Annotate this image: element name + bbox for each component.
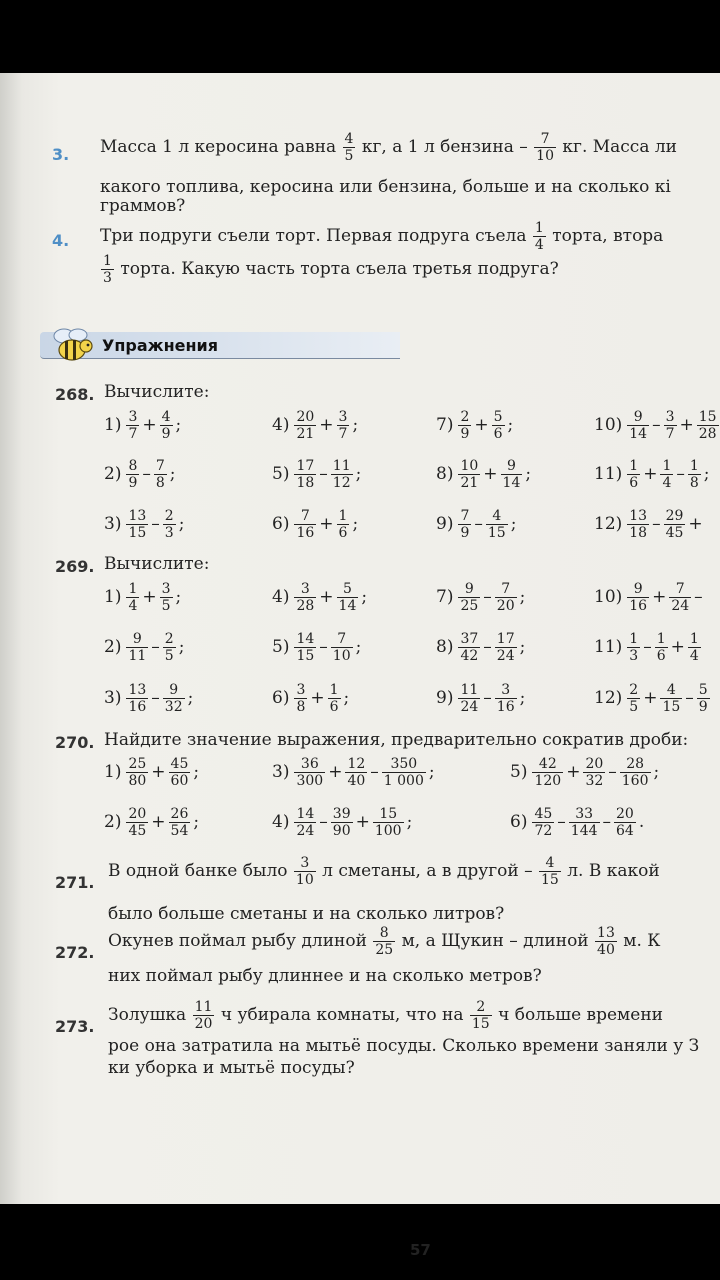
item-label: 7): [436, 415, 454, 435]
operator: –: [151, 514, 160, 534]
operator: ;: [175, 587, 182, 607]
operator: +: [319, 514, 334, 534]
operator: –: [643, 637, 652, 657]
fraction: $\frac{13}{40}$: [597, 925, 615, 958]
bee-icon: [48, 326, 100, 366]
operator: ;: [175, 415, 182, 435]
exercise-item: [272, 682, 351, 715]
exercise-item: [436, 409, 515, 442]
fraction: $\frac{29}{45}$: [665, 508, 684, 541]
exercise-item: [594, 508, 705, 541]
item-label: 12): [594, 688, 623, 708]
fraction: $\frac{20}{32}$: [585, 756, 604, 789]
fraction: $\frac{1}{4}$: [689, 631, 699, 664]
fraction: $\frac{33}{144}$: [570, 806, 598, 839]
item-label: 5): [272, 464, 290, 484]
question-number: 3.: [52, 145, 70, 164]
exercise-271-line-2: было больше сметаны и на сколько литров?: [108, 904, 505, 924]
fraction: $\frac{20}{45}$: [128, 806, 147, 839]
fraction: $\frac{9}{14}$: [502, 458, 521, 491]
operator: –: [676, 464, 685, 484]
item-label: 8): [436, 464, 454, 484]
fraction: $\frac{1}{4}$: [534, 220, 544, 253]
exercise-item: [272, 581, 369, 614]
fraction: $\frac{3}{5}$: [161, 581, 171, 614]
item-label: 4): [272, 587, 290, 607]
fraction: $\frac{45}{72}$: [534, 806, 553, 839]
fraction: $\frac{11}{12}$: [332, 458, 351, 491]
operator: –: [319, 464, 328, 484]
fraction: $\frac{2}{5}$: [629, 682, 639, 715]
item-label: 10): [594, 415, 623, 435]
operator: ;: [428, 762, 435, 782]
fraction: $\frac{20}{21}$: [296, 409, 315, 442]
fraction: $\frac{4}{15}$: [541, 855, 559, 888]
exercise-item: [510, 806, 646, 839]
operator: +: [319, 415, 334, 435]
operator: –: [483, 587, 492, 607]
operator: ;: [406, 812, 413, 832]
exercise-item: [104, 806, 201, 839]
question-3-line-2: какого топлива, керосина или бензина, больше и на сколько кі: [100, 177, 671, 197]
fraction: $\frac{20}{64}$: [616, 806, 634, 839]
operator: +: [566, 762, 581, 782]
exercise-item: [594, 458, 712, 491]
operator: +: [328, 762, 343, 782]
operator: ;: [510, 514, 517, 534]
operator: +: [643, 464, 658, 484]
exercise-item: [272, 756, 437, 789]
fraction: $\frac{1}{6}$: [338, 508, 348, 541]
item-label: 7): [436, 587, 454, 607]
item-label: 6): [510, 812, 528, 832]
exercise-273-line-2: рое она затратила на мытьё посуды. Сколько времени заняли у З: [108, 1036, 700, 1056]
exercise-number: 271.: [55, 873, 95, 892]
operator: ;: [653, 762, 660, 782]
operator: +: [652, 587, 667, 607]
operator: .: [638, 812, 645, 832]
operator: ;: [352, 514, 359, 534]
section-header: [30, 326, 415, 362]
operator: ;: [519, 688, 526, 708]
operator: +: [643, 688, 658, 708]
fraction: $\frac{45}{60}$: [170, 756, 189, 789]
textbook-page: [0, 73, 720, 1259]
item-label: 1): [104, 587, 122, 607]
exercise-item: [104, 458, 178, 491]
item-label: 11): [594, 464, 623, 484]
fraction: $\frac{17}{18}$: [296, 458, 315, 491]
section-title: Упражнения: [102, 336, 219, 355]
exercise-title: Вычислите:: [104, 554, 210, 574]
fraction: $\frac{36}{300}$: [296, 756, 324, 789]
fraction: $\frac{3}{7}$: [128, 409, 138, 442]
fraction: $\frac{28}{160}$: [621, 756, 649, 789]
operator: +: [151, 762, 166, 782]
operator: –: [151, 688, 160, 708]
item-label: 5): [510, 762, 528, 782]
operator: –: [652, 514, 661, 534]
fraction: $\frac{26}{54}$: [170, 806, 189, 839]
fraction: $\frac{1}{6}$: [629, 458, 639, 491]
fraction: $\frac{4}{9}$: [161, 409, 171, 442]
exercise-item: [594, 682, 711, 715]
exercise-item: [436, 682, 527, 715]
item-label: 1): [104, 415, 122, 435]
operator: ;: [361, 587, 368, 607]
item-label: 6): [272, 688, 290, 708]
fraction: $\frac{15}{100}$: [374, 806, 402, 839]
fraction: $\frac{1}{6}$: [329, 682, 339, 715]
question-3-line-1: Масса 1 л керосина равна $\frac{4}{5}$ кг, а 1 л бензина – $\frac{7}{10}$ кг. Масса ли: [100, 131, 677, 164]
fraction: $\frac{10}{21}$: [460, 458, 479, 491]
item-label: 9): [436, 514, 454, 534]
item-label: 6): [272, 514, 290, 534]
item-label: 4): [272, 812, 290, 832]
exercise-item: [104, 581, 183, 614]
operator: –: [483, 637, 492, 657]
operator: ;: [178, 637, 185, 657]
fraction: $\frac{13}{16}$: [128, 682, 147, 715]
fraction: $\frac{13}{18}$: [629, 508, 648, 541]
operator: ;: [355, 464, 362, 484]
operator: ;: [178, 514, 185, 534]
exercise-number: 270.: [55, 733, 95, 752]
fraction: $\frac{3}{7}$: [665, 409, 675, 442]
fraction: $\frac{7}{16}$: [296, 508, 315, 541]
fraction: $\frac{39}{90}$: [332, 806, 351, 839]
operator: ;: [525, 464, 532, 484]
operator: +: [688, 514, 703, 534]
operator: –: [602, 812, 612, 832]
fraction: $\frac{4}{15}$: [662, 682, 681, 715]
fraction: $\frac{1}{4}$: [128, 581, 138, 614]
fraction: $\frac{5}{9}$: [698, 682, 708, 715]
operator: ;: [355, 637, 362, 657]
operator: ;: [703, 464, 710, 484]
operator: –: [370, 762, 379, 782]
exercise-item: [272, 458, 363, 491]
exercise-271-line-1: В одной банке было $\frac{3}{10}$ л сметаны, а в другой – $\frac{4}{15}$ л. В какой: [108, 855, 660, 888]
operator: –: [151, 637, 160, 657]
operator: –: [319, 812, 328, 832]
exercise-item: [104, 631, 186, 664]
exercise-number: 272.: [55, 943, 95, 962]
exercise-item: [594, 631, 702, 664]
exercise-number: 273.: [55, 1017, 95, 1036]
fraction: $\frac{12}{40}$: [347, 756, 366, 789]
exercise-title: Вычислите:: [104, 382, 210, 402]
fraction: $\frac{1}{3}$: [103, 253, 112, 286]
fraction: $\frac{14}{15}$: [296, 631, 315, 664]
fraction: $\frac{37}{42}$: [460, 631, 479, 664]
operator: +: [310, 688, 325, 708]
question-4-line-2: $\frac{1}{3}$ торта. Какую часть торта съела третья подруга?: [103, 253, 559, 286]
operator: ;: [187, 688, 194, 708]
item-label: 1): [104, 762, 122, 782]
exercise-item: [436, 458, 533, 491]
exercise-number: 269.: [55, 557, 95, 576]
exercise-item: [594, 409, 720, 442]
fraction: $\frac{2}{15}$: [471, 999, 490, 1032]
operator: –: [142, 464, 151, 484]
operator: ;: [193, 762, 200, 782]
fraction: $\frac{9}{32}$: [164, 682, 183, 715]
operator: ;: [507, 415, 514, 435]
fraction: $\frac{350}{1 000}$: [383, 756, 424, 789]
item-label: 3): [104, 688, 122, 708]
question-4-line-1: Три подруги съели торт. Первая подруга съела $\frac{1}{4}$ торта, втора: [100, 220, 664, 253]
fraction: $\frac{1}{8}$: [689, 458, 699, 491]
operator: –: [685, 688, 694, 708]
fraction: $\frac{4}{5}$: [344, 131, 354, 164]
item-label: 9): [436, 688, 454, 708]
operator: ;: [193, 812, 200, 832]
fraction: $\frac{7}{10}$: [332, 631, 351, 664]
fraction: $\frac{3}{16}$: [496, 682, 515, 715]
exercise-item: [594, 581, 705, 614]
fraction: $\frac{2}{9}$: [460, 409, 470, 442]
fraction: $\frac{1}{4}$: [662, 458, 672, 491]
operator: –: [694, 587, 703, 607]
exercise-title: Найдите значение выражения, предварительно сократив дроби:: [104, 730, 689, 750]
item-label: 12): [594, 514, 623, 534]
item-label: 4): [272, 415, 290, 435]
fraction: $\frac{7}{24}$: [671, 581, 690, 614]
exercise-item: [436, 508, 518, 541]
fraction: $\frac{7}{8}$: [155, 458, 165, 491]
operator: +: [670, 637, 685, 657]
exercise-item: [272, 631, 363, 664]
item-label: 2): [104, 464, 122, 484]
operator: –: [319, 637, 328, 657]
fraction: $\frac{3}{8}$: [296, 682, 306, 715]
fraction: $\frac{3}{7}$: [338, 409, 348, 442]
fraction: $\frac{8}{9}$: [128, 458, 138, 491]
fraction: $\frac{5}{6}$: [493, 409, 503, 442]
fraction: $\frac{1}{3}$: [629, 631, 639, 664]
operator: ;: [519, 587, 526, 607]
exercise-item: [104, 508, 186, 541]
fraction: $\frac{11}{20}$: [194, 999, 213, 1032]
operator: ;: [519, 637, 526, 657]
exercise-item: [436, 581, 527, 614]
operator: –: [474, 514, 483, 534]
fraction: $\frac{7}{20}$: [496, 581, 515, 614]
operator: +: [142, 587, 157, 607]
exercise-272-line-2: них поймал рыбу длиннее и на сколько метров?: [108, 966, 542, 986]
fraction: $\frac{8}{25}$: [375, 925, 394, 958]
item-label: 3): [272, 762, 290, 782]
operator: –: [608, 762, 617, 782]
exercise-item: [436, 631, 527, 664]
exercise-item: [272, 508, 360, 541]
item-label: 10): [594, 587, 623, 607]
exercise-item: [510, 756, 661, 789]
exercise-number: 268.: [55, 385, 95, 404]
fraction: $\frac{9}{11}$: [128, 631, 147, 664]
exercise-273-line-3: ки уборка и мытьё посуды?: [108, 1058, 355, 1078]
item-label: 11): [594, 637, 623, 657]
fraction: $\frac{13}{15}$: [128, 508, 147, 541]
fraction: $\frac{7}{9}$: [460, 508, 470, 541]
operator: ;: [352, 415, 359, 435]
fraction: $\frac{14}{24}$: [296, 806, 315, 839]
operator: –: [557, 812, 566, 832]
exercise-item: [104, 409, 183, 442]
fraction: $\frac{2}{5}$: [164, 631, 174, 664]
operator: +: [474, 415, 489, 435]
exercise-item: [104, 682, 195, 715]
exercise-item: [272, 806, 414, 839]
item-label: 8): [436, 637, 454, 657]
exercise-item: [104, 756, 201, 789]
fraction: $\frac{5}{14}$: [338, 581, 357, 614]
operator: –: [652, 415, 661, 435]
fraction: $\frac{1}{6}$: [656, 631, 666, 664]
question-3-line-3: граммов?: [100, 196, 186, 216]
item-label: 2): [104, 812, 122, 832]
fraction: $\frac{7}{10}$: [536, 131, 554, 164]
operator: +: [483, 464, 498, 484]
fraction: $\frac{15}{28}$: [698, 409, 717, 442]
fraction: $\frac{9}{25}$: [460, 581, 479, 614]
operator: –: [483, 688, 492, 708]
operator: ;: [343, 688, 350, 708]
fraction: $\frac{3}{28}$: [296, 581, 315, 614]
fraction: $\frac{9}{14}$: [629, 409, 648, 442]
fraction: $\frac{25}{80}$: [128, 756, 147, 789]
operator: +: [319, 587, 334, 607]
question-number: 4.: [52, 231, 70, 250]
exercise-273-line-1: Золушка $\frac{11}{20}$ ч убирала комнаты, что на $\frac{2}{15}$ ч больше времени: [108, 999, 663, 1032]
exercise-272-line-1: Окунев поймал рыбу длиной $\frac{8}{25}$ м, а Щукин – длиной $\frac{13}{40}$ м. К: [108, 925, 661, 958]
fraction: $\frac{17}{24}$: [496, 631, 515, 664]
fraction: $\frac{3}{10}$: [295, 855, 314, 888]
fraction: $\frac{11}{24}$: [460, 682, 479, 715]
fraction: $\frac{42}{120}$: [534, 756, 562, 789]
operator: +: [679, 415, 694, 435]
operator: +: [151, 812, 166, 832]
fraction: $\frac{2}{3}$: [164, 508, 174, 541]
item-label: 2): [104, 637, 122, 657]
fraction: $\frac{4}{15}$: [487, 508, 506, 541]
operator: ;: [169, 464, 176, 484]
operator: +: [355, 812, 370, 832]
operator: +: [142, 415, 157, 435]
item-label: 3): [104, 514, 122, 534]
fraction: $\frac{9}{16}$: [629, 581, 648, 614]
exercise-item: [272, 409, 360, 442]
page-number: 57: [410, 1241, 431, 1259]
item-label: 5): [272, 637, 290, 657]
